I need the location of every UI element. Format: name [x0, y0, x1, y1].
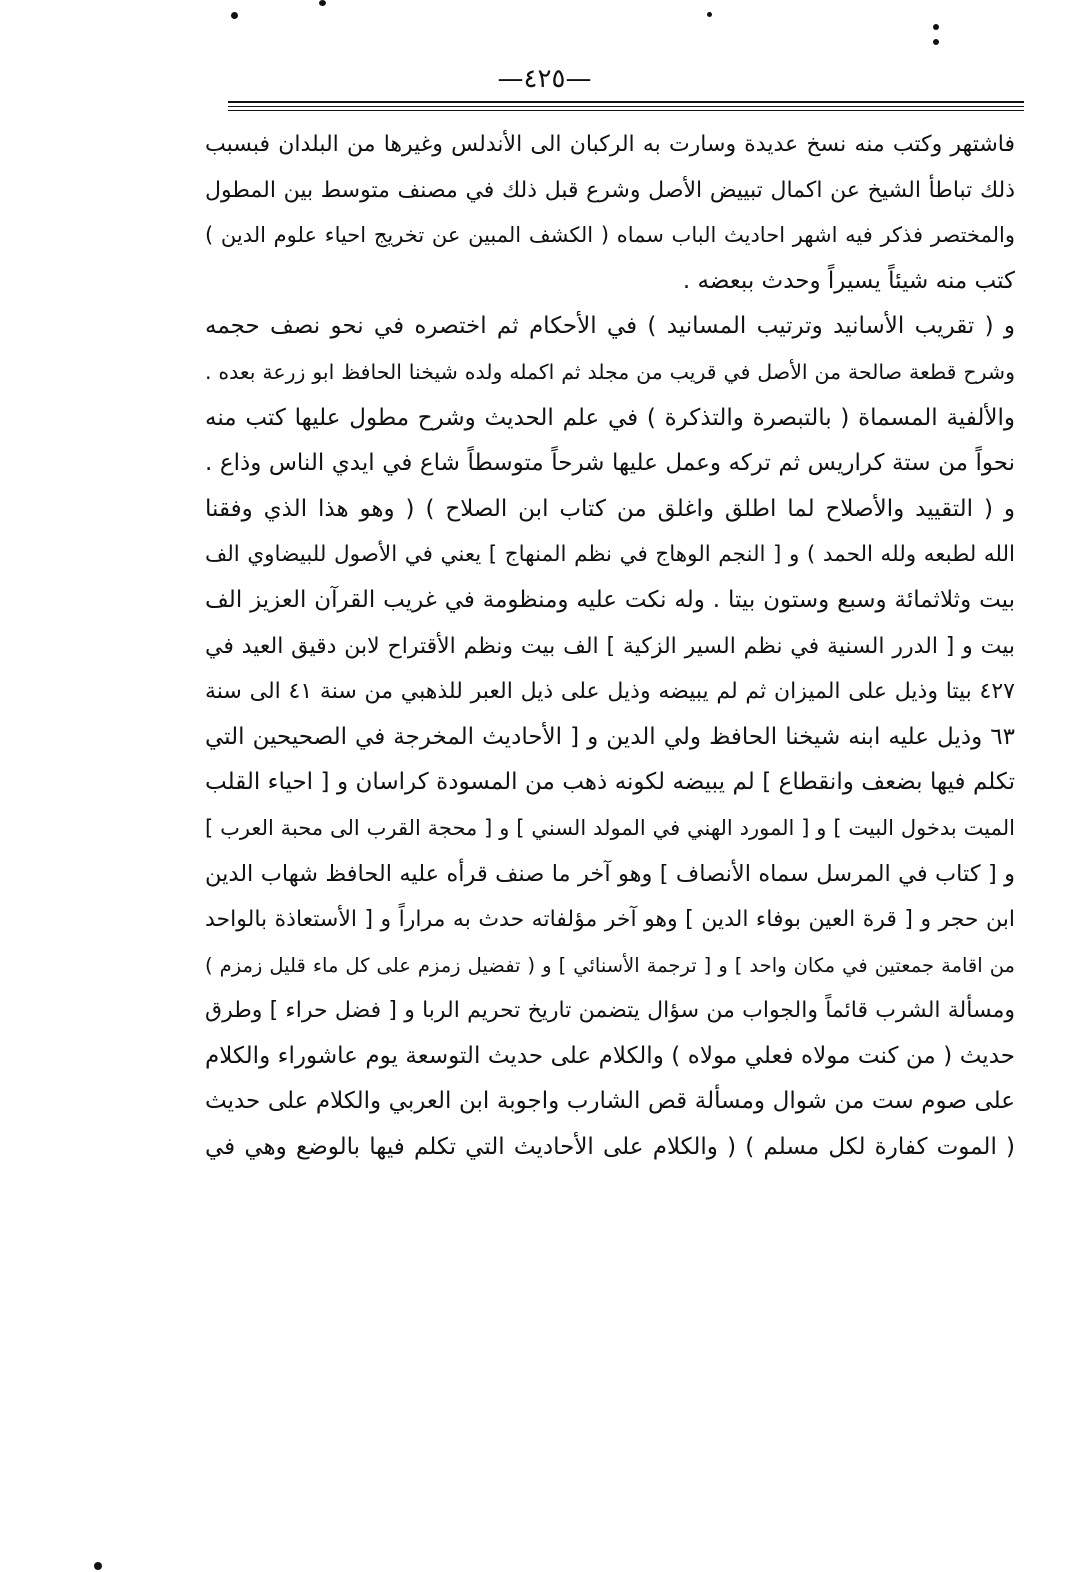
text-line: ومسألة الشرب قائماً والجواب من سؤال يتضمن تاريخ تحريم الربا و [ فضل حراء ] وطرق — [205, 998, 1015, 1024]
page-number: —٤٢٥— — [497, 64, 592, 94]
text-line: حديث ( من كنت مولاه فعلي مولاه ) والكلام على حديث التوسعة يوم عاشوراء والكلام — [205, 1042, 1015, 1069]
text-line: تكلم فيها بضعف وانقطاع ] لم يبيضه لكونه ذهب من المسودة كراسان و [ احياء القلب — [205, 769, 1015, 796]
text-line: ٦٣ وذيل عليه ابنه شيخنا الحافظ ولي الدين و [ الأحاديث المخرجة في الصحيحين التي — [205, 723, 1015, 750]
text-line: من اقامة جمعتين في مكان واحد ] و [ ترجمة الأسنائي ] و ( تفضيل زمزم على كل ماء قليل زمزم ) — [205, 953, 1015, 977]
scan-speck — [707, 12, 712, 17]
text-line: والمختصر فذكر فيه اشهر احاديث الباب سماه ( الكشف المبين عن تخريج احياء علوم الدين ) — [205, 223, 1015, 248]
text-line: كتب منه شيئاً يسيراً وحدث ببعضه . — [682, 267, 1015, 294]
text-line: الميت بدخول البيت ] و [ المورد الهني في المولد السني ] و [ محجة القرب الى محبة العرب ] — [205, 815, 1015, 840]
text-line: والألفية المسماة ( بالتبصرة والتذكرة ) في علم الحديث وشرح مطول عليها كتب منه — [205, 404, 1015, 431]
text-line: ( الموت كفارة لكل مسلم ) ( والكلام على الأحاديث التي تكلم فيها بالوضع وهي في — [205, 1134, 1015, 1161]
text-line: ذلك تباطأ الشيخ عن اكمال تبييض الأصل وشرع قبل ذلك في مصنف متوسط بين المطول — [205, 177, 1015, 203]
text-line: ابن حجر و [ قرة العين بوفاء الدين ] وهو آخر مؤلفاته حدث به مراراً و [ الأستعاذة بالواحد — [205, 907, 1015, 933]
text-line: الله لطبعه ولله الحمد ) و [ النجم الوهاج في نظم المنهاج ] يعني في الأصول للبيضاوي الف — [205, 542, 1015, 568]
text-line: فاشتهر وكتب منه نسخ عديدة وسارت به الركبان الى الأندلس وغيرها من البلدان فبسبب — [205, 132, 1015, 157]
text-line: بيت و [ الدرر السنية في نظم السير الزكية ] الف بيت ونظم الأقتراح لابن دقيق العيد في — [205, 633, 1015, 659]
header-rule — [228, 110, 1024, 111]
scan-speck — [94, 1562, 102, 1570]
header-rule — [228, 106, 1024, 107]
text-line: على صوم ست من شوال ومسألة قص الشارب واجوبة ابن العربي والكلام على حديث — [205, 1088, 1015, 1115]
text-line: و [ كتاب في المرسل سماه الأنصاف ] وهو آخر ما صنف قرأه عليه الحافظ شهاب الدين — [205, 860, 1015, 887]
scan-speck — [319, 0, 326, 6]
text-line: بيت وثلاثمائة وسبع وستون بيتا . وله نكت عليه ومنظومة في غريب القرآن العزيز الف — [205, 586, 1015, 613]
body-text — [205, 122, 1015, 1171]
scan-speck — [231, 12, 238, 19]
scan-speck — [933, 39, 939, 45]
text-line: و ( تقريب الأسانيد وترتيب المسانيد ) في الأحكام ثم اختصره في نحو نصف حجمه — [205, 313, 1015, 340]
text-line: ٤٢٧ بيتا وذيل على الميزان ثم لم يبيضه وذيل على ذيل العبر للذهبي من سنة ٤١ الى سنة — [205, 679, 1015, 705]
text-line: نحواً من ستة كراريس ثم تركه وعمل عليها شرحاً متوسطاً شاع في ايدي الناس وذاع . — [205, 450, 1015, 477]
scan-speck — [933, 24, 939, 30]
text-line: وشرح قطعة صالحة من الأصل في قريب من مجلد ثم اكمله ولده شيخنا الحافظ ابو زرعة بعده . — [205, 359, 1015, 384]
header-rule — [228, 101, 1024, 103]
text-line: و ( التقييد والأصلاح لما اطلق واغلق من كتاب ابن الصلاح ) ( وهو هذا الذي وفقنا — [205, 495, 1015, 522]
